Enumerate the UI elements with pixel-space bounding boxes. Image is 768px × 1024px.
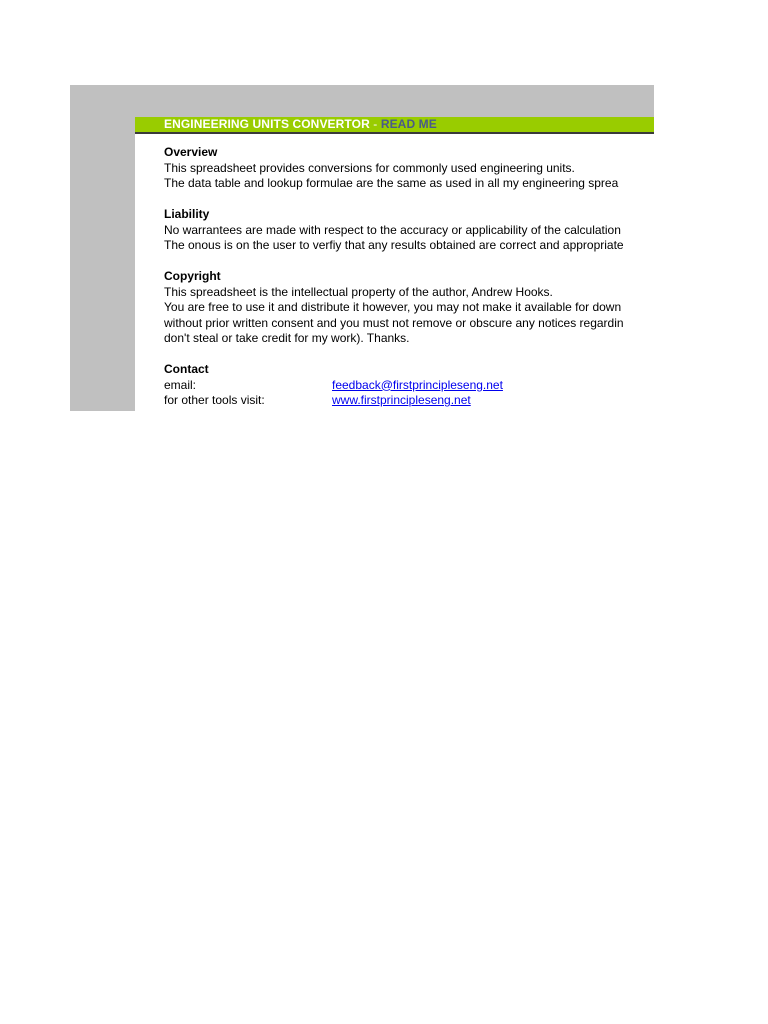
banner-title [164, 118, 437, 131]
liability-line: The onous is on the user to verfiy that any results obtained are correct and appropriate [164, 238, 624, 252]
contact-heading: Contact [164, 362, 209, 376]
title-banner [135, 117, 654, 134]
copyright-line: don't steal or take credit for my work). Thanks. [164, 331, 410, 345]
copyright-heading: Copyright [164, 269, 221, 283]
readme-content [135, 117, 654, 411]
liability-line: No warrantees are made with respect to the accuracy or applicability of the calculation [164, 222, 621, 237]
banner-main-title: ENGINEERING UNITS CONVERTOR [164, 117, 370, 131]
email-link[interactable]: feedback@firstprincipleseng.net [332, 377, 503, 392]
copyright-line: You are free to use it and distribute it however, you may not make it available for down [164, 300, 622, 314]
website-link[interactable]: www.firstprincipleseng.net [332, 393, 471, 407]
banner-separator: - [369, 117, 381, 131]
tools-label: for other tools visit: [164, 393, 265, 407]
spreadsheet-area [70, 85, 654, 411]
overview-line: The data table and lookup formulae are the same as used in all my engineering sprea [164, 176, 619, 190]
email-label: email: [164, 377, 197, 392]
overview-heading: Overview [164, 145, 218, 159]
banner-subtitle: READ ME [380, 117, 437, 131]
liability-heading: Liability [164, 207, 210, 221]
copyright-line: without prior written consent and you must not remove or obscure any notices regardin [164, 315, 624, 330]
overview-line: This spreadsheet provides conversions for commonly used engineering units. [164, 160, 575, 175]
copyright-line: This spreadsheet is the intellectual property of the author, Andrew Hooks. [164, 284, 553, 299]
